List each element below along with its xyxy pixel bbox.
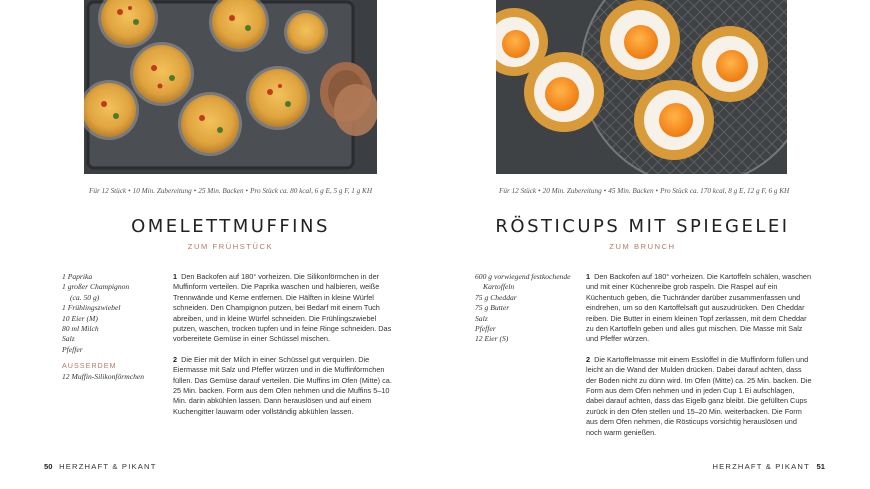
left-footer xyxy=(44,462,157,471)
ingredient: Pfeffer xyxy=(62,344,83,354)
section-label: HERZHAFT & PIKANT xyxy=(712,462,810,471)
section-label: HERZHAFT & PIKANT xyxy=(59,462,157,471)
omelettmuffins-ingredients xyxy=(62,272,167,382)
rosticups-steps xyxy=(586,272,812,448)
ingredient: 75 g Cheddar xyxy=(475,292,517,302)
rosticups-photo xyxy=(496,0,787,174)
potato-egg-cups-photo-icon xyxy=(496,0,787,174)
rosticups-ingredients xyxy=(475,272,585,345)
step-2: 2 Die Kartoffelmasse mit einem Esslöffel in die Muffinform füllen und leicht an die Wand der Mulden drücken. Dabei darauf achten, dass der Boden nicht zu dünn wird. Im Ofen (Mitte) ca. 25 Min. backen. Die Form aus dem Ofen nehmen und in jeden Cup 1 Ei aufschlagen, dabei darauf achten, dass das Eigelb ganz bleibt. Die gefüllten Cups zurück in den Ofen stellen und 15–20 Min. weiterbacken. Die Form aus dem Ofen nehmen, die Rösticups vorsichtig herauslösen und noch warm genießen. xyxy=(586,354,812,437)
ingredient: 1 Frühlingszwiebel xyxy=(62,303,121,313)
omelettmuffins-meta: Für 12 Stück • 10 Min. Zubereitung • 25 Min. Backen • Pro Stück ca. 80 kcal, 6 g E, 5 g F, 1 g KH xyxy=(89,187,373,195)
ingredient: Salz xyxy=(475,313,488,323)
ingredient: 12 Muffin-Silikonförmchen xyxy=(62,371,145,381)
ingredient: 1 Paprika xyxy=(62,272,93,281)
muffin-tray-photo-icon xyxy=(84,0,377,174)
ingredient: Kartoffeln xyxy=(483,282,515,292)
omelettmuffins-subtitle: ZUM FRÜHSTÜCK xyxy=(187,242,274,251)
right-footer xyxy=(712,462,825,471)
page-number: 50 xyxy=(44,462,53,471)
ingredient: (ca. 50 g) xyxy=(70,292,100,302)
extras-heading: AUSSERDEM xyxy=(62,361,117,371)
rosticups-title: RÖSTICUPS MIT SPIEGELEI xyxy=(495,216,790,237)
step-2: 2 Die Eier mit der Milch in einer Schüssel gut verquirlen. Die Eiermasse mit Salz und Pfeffer würzen und in die Muffinförmchen füllen. Das Gemüse darauf verteilen. Die Muffins im Ofen (Mitte) ca. 25 Min. backen. Form aus dem Ofen nehmen und die Muffins 5–10 Min. darin abkühlen lassen. Dann herauslösen und auf einem Kuchengitter lauwarm oder vollständig abkühlen lassen. xyxy=(173,354,392,416)
ingredient: 1 großer Champignon xyxy=(62,282,130,292)
ingredient: 12 Eier (S) xyxy=(475,334,509,344)
step-1: 1 Den Backofen auf 180° vorheizen. Die Kartoffeln schälen, waschen und mit einer Küchenreibe grob raspeln. Die Raspel auf ein Küchentuch geben, die Tuchränder darüber zusammenfassen und eindrehen, um so den Kartoffelsaft gut auszudrücken. Den Cheddar reiben. Die Butter in einem kleinen Topf zerlassen, mit dem Cheddar zu den Kartoffeln geben und alles gut mischen. Die Masse mit Salz und Pfeffer würzen. xyxy=(586,272,812,344)
ingredient: 80 ml Milch xyxy=(62,324,99,334)
ingredient: Pfeffer xyxy=(475,324,496,334)
omelettmuffins-steps xyxy=(173,272,398,427)
rosticups-subtitle: ZUM BRUNCH xyxy=(609,242,676,251)
omelettmuffins-photo xyxy=(84,0,377,174)
ingredient: 600 g vorwiegend festkochende xyxy=(475,272,571,281)
page-number: 51 xyxy=(816,462,825,471)
ingredient: Salz xyxy=(62,334,75,344)
omelettmuffins-title: OMELETTMUFFINS xyxy=(131,216,330,237)
ingredient: 75 g Butter xyxy=(475,303,510,313)
step-1: 1 Den Backofen auf 180° vorheizen. Die Silikonförmchen in der Muffinform verteilen. Die Paprika waschen und halbieren, weiße Trennwände und Kerne entfernen. Die Hälften in kleine Würfel schneiden. Den Champignon putzen, bei Bedarf mit einem Tuch abreiben, und in kleine Würfel schneiden. Die Frühlingszwiebel putzen, waschen, trocken tupfen und in feine Ringe schneiden. Das vorbereitete Gemüse in einer Schüssel mischen. xyxy=(173,272,392,344)
ingredient: 10 Eier (M) xyxy=(62,313,98,323)
rosticups-meta: Für 12 Stück • 20 Min. Zubereitung • 45 Min. Backen • Pro Stück ca. 170 kcal, 8 g E, 12 g F, 6 g KH xyxy=(499,187,790,195)
